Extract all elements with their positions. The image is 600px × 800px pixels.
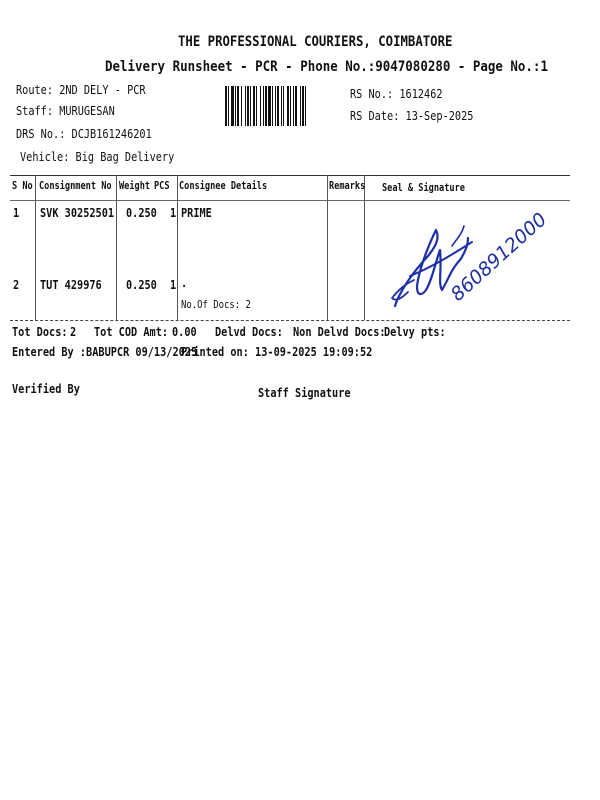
row-consignment: SVK 30252501 [40, 205, 115, 220]
column-divider [177, 175, 178, 320]
table-top-rule [10, 175, 570, 176]
header-remarks: Remarks [329, 180, 366, 192]
route-info: Route: 2ND DELY - PCR [16, 82, 146, 97]
barcode-bar [263, 86, 264, 126]
header-weight: Weight [119, 180, 151, 192]
barcode-bar [225, 86, 227, 126]
barcode-bar [247, 86, 249, 126]
row-pcs: 1 [170, 205, 177, 220]
header-sno: S No [12, 180, 33, 192]
barcode-bar [235, 86, 236, 126]
barcode-bar [265, 86, 267, 126]
barcode-bar [231, 86, 234, 126]
barcode-bar [290, 86, 291, 126]
handwritten-phone-number: 8608912000 [446, 208, 552, 306]
barcode-image [225, 86, 347, 126]
row-consignee: . [181, 275, 188, 290]
column-divider [327, 175, 328, 320]
barcode-bar [228, 86, 229, 126]
barcode-bar [295, 86, 297, 126]
barcode-bar [275, 86, 276, 126]
cod-label: Tot COD Amt: [94, 324, 169, 339]
docs-count-note: No.Of Docs: 2 [181, 299, 251, 311]
barcode-bar [250, 86, 251, 126]
tot-docs-label: Tot Docs: [12, 324, 68, 339]
cod-value: 0.00 [172, 324, 197, 339]
row-weight: 0.250 [126, 277, 157, 292]
header-consignment: Consignment No [39, 180, 112, 192]
drs-info: DRS No.: DCJB161246201 [16, 126, 152, 141]
barcode-bar [237, 86, 239, 126]
barcode-bar [245, 86, 246, 126]
entered-by: Entered By :BABUPCR 09/13/2025 [12, 344, 198, 359]
verified-by: Verified By [12, 381, 80, 396]
row-weight: 0.250 [126, 205, 157, 220]
column-divider [364, 175, 365, 320]
row-consignment: TUT 429976 [40, 277, 102, 292]
barcode-bar [260, 86, 261, 126]
barcode-bar [302, 86, 304, 126]
barcode-bar [287, 86, 289, 126]
column-divider [116, 175, 117, 320]
barcode-bar [305, 86, 306, 126]
row-sno: 2 [13, 277, 20, 292]
runsheet-subtitle: Delivery Runsheet - PCR - Phone No.:9047080280 - Page No.:1 [105, 59, 548, 75]
row-sno: 1 [13, 205, 20, 220]
non-delvd-docs: Non Delvd Docs: [293, 324, 386, 339]
barcode-bar [241, 86, 242, 126]
barcode-bar [277, 86, 279, 126]
barcode-bar [300, 86, 301, 126]
delvd-docs: Delvd Docs: [215, 324, 283, 339]
column-divider [35, 175, 36, 320]
rs-date: RS Date: 13-Sep-2025 [350, 108, 474, 123]
handwritten-signature [380, 198, 570, 323]
barcode-bar [293, 86, 294, 126]
barcode-bar [272, 86, 273, 126]
barcode-bar [283, 86, 284, 126]
company-title: THE PROFESSIONAL COURIERS, COIMBATORE [178, 34, 453, 50]
header-pcs: PCS [154, 180, 170, 192]
tot-docs-value: 2 [70, 324, 77, 339]
row-pcs: 1 [170, 277, 177, 292]
delvy-pts: Delvy pts: [384, 324, 446, 339]
barcode-bar [281, 86, 282, 126]
barcode-bar [253, 86, 255, 126]
staff-signature: Staff Signature [258, 385, 351, 400]
barcode-bar [256, 86, 257, 126]
vehicle-info: Vehicle: Big Bag Delivery [20, 149, 175, 164]
row-consignee: PRIME [181, 205, 212, 220]
staff-info: Staff: MURUGESAN [16, 103, 115, 118]
rs-number: RS No.: 1612462 [350, 86, 443, 101]
header-seal-signature: Seal & Signature [382, 182, 465, 194]
printed-on: Printed on: 13-09-2025 19:09:52 [181, 344, 373, 359]
barcode-bar [268, 86, 271, 126]
header-consignee: Consignee Details [179, 180, 268, 192]
